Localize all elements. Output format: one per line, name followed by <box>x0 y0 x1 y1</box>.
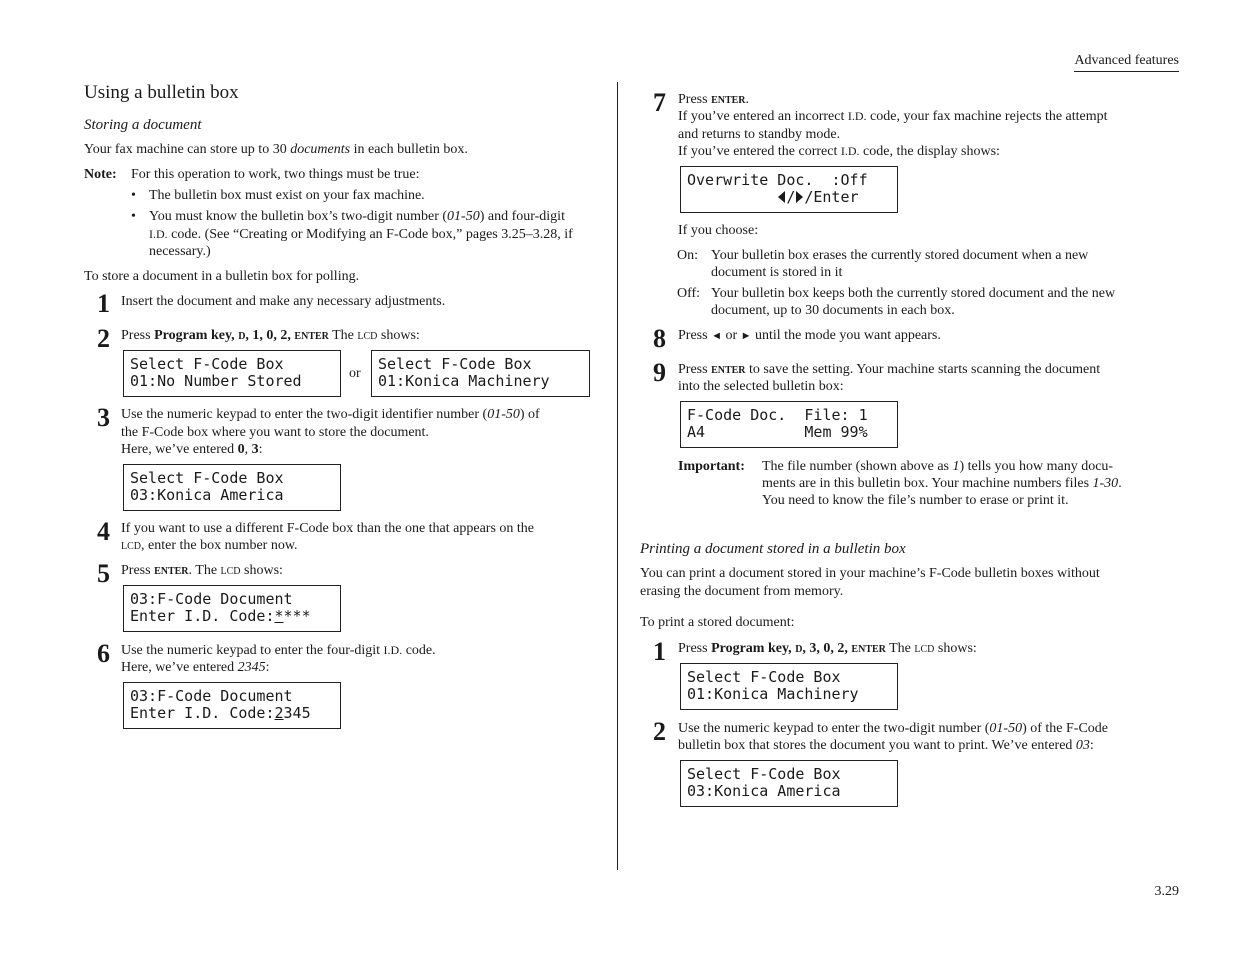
step-text: Use the numeric keypad to enter the four-digit I.D. code. <box>121 643 436 658</box>
step-text: and returns to standby mode. <box>678 127 841 142</box>
lcd-display: Select F-Code Box 01:Konica Machinery <box>680 663 898 710</box>
step-text: bulletin box that stores the document you want to print. We’ve entered 03: <box>678 738 1094 753</box>
step-number: 6 <box>97 639 110 668</box>
step-text: If you’ve entered the correct I.D. code, the display shows: <box>678 144 1000 159</box>
step-text: Press Program key, d, 3, 0, 2, enter The lcd shows: <box>678 641 977 656</box>
or-label: or <box>349 366 361 381</box>
note-bullet: • <box>131 188 136 203</box>
step-number: 5 <box>97 559 110 588</box>
lcd-display: 03:F-Code Document Enter I.D. Code:2345 <box>123 682 341 729</box>
left-arrow-icon: ◄ <box>711 330 722 342</box>
option-label: Off: <box>677 286 701 301</box>
note-bullet: • <box>131 209 136 224</box>
step-text: Press enter. The lcd shows: <box>121 563 283 578</box>
important-text: ments are in this bulletin box. Your machine numbers files 1-30. <box>762 476 1122 491</box>
step-text: Press enter. <box>678 92 750 107</box>
step-number: 2 <box>653 717 666 746</box>
note-bullet-text: necessary.) <box>149 244 211 259</box>
print-paragraph: erasing the document from memory. <box>640 584 844 599</box>
step-text: Press enter to save the setting. Your machine starts scanning the document <box>678 362 1101 377</box>
step-text: Press ◄ or ► until the mode you want appears. <box>678 328 941 343</box>
lcd-display: F-Code Doc. File: 1 A4 Mem 99% <box>680 401 898 448</box>
right-arrow-icon <box>796 191 803 203</box>
step-number: 2 <box>97 324 110 353</box>
option-label: On: <box>677 248 698 263</box>
step-text: the F-Code box where you want to store the document. <box>121 425 429 440</box>
step-text: Press Program key, d, 1, 0, 2, enter The lcd shows: <box>121 328 420 343</box>
step-number: 1 <box>97 289 110 318</box>
note-label: Note: <box>84 167 117 182</box>
store-intro: To store a document in a bulletin box for polling. <box>84 269 360 284</box>
intro-paragraph: Your fax machine can store up to 30 documents in each bulletin box. <box>84 142 468 157</box>
lcd-display: Select F-Code Box 01:No Number Stored <box>123 350 341 397</box>
step-text: If you want to use a different F-Code box than the one that appears on the <box>121 521 535 536</box>
print-intro: To print a stored document: <box>640 615 795 630</box>
right-arrow-icon: ► <box>740 330 752 342</box>
section-title: Using a bulletin box <box>84 82 239 103</box>
note-bullet-text: You must know the bulletin box’s two-digit number (01-50) and four-digit <box>149 209 565 224</box>
step-text: Use the numeric keypad to enter the two-digit identifier number (01-50) of <box>121 407 540 422</box>
step-number: 4 <box>97 517 110 546</box>
step-text: lcd, enter the box number now. <box>121 538 298 553</box>
step-text: into the selected bulletin box: <box>678 379 844 394</box>
left-arrow-icon <box>778 191 785 203</box>
important-text: The file number (shown above as 1) tells you how many docu- <box>762 459 1114 474</box>
print-paragraph: You can print a document stored in your machine’s F-Code bulletin boxes without <box>640 566 1100 581</box>
step-text: Here, we’ve entered 0, 3: <box>121 442 263 457</box>
note-bullet-text: I.D. code. (See “Creating or Modifying an F-Code box,” pages 3.25–3.28, if <box>149 227 573 242</box>
important-label: Important: <box>678 459 745 474</box>
step-number: 9 <box>653 358 666 387</box>
subsection-title: Storing a document <box>84 117 202 133</box>
lcd-display: Overwrite Doc. :Off / /Enter <box>680 166 898 213</box>
option-text: Your bulletin box keeps both the currently stored document and the new <box>711 286 1116 301</box>
step-text: Insert the document and make any necessary adjustments. <box>121 294 446 309</box>
lcd-display: Select F-Code Box 03:Konica America <box>123 464 341 511</box>
note-bullet-text: The bulletin box must exist on your fax machine. <box>149 188 425 203</box>
option-text: document is stored in it <box>711 265 843 280</box>
step-number: 8 <box>653 324 666 353</box>
lcd-display: 03:F-Code Document Enter I.D. Code:**** <box>123 585 341 632</box>
option-text: document, up to 30 documents in each box. <box>711 303 955 318</box>
choose-label: If you choose: <box>678 223 759 238</box>
step-number: 1 <box>653 637 666 666</box>
important-text: You need to know the file’s number to erase or print it. <box>762 493 1069 508</box>
step-number: 7 <box>653 88 666 117</box>
lcd-display: Select F-Code Box 03:Konica America <box>680 760 898 807</box>
running-header: Advanced features <box>1074 53 1179 72</box>
lcd-display: Select F-Code Box 01:Konica Machinery <box>371 350 590 397</box>
step-text: Here, we’ve entered 2345: <box>121 660 270 675</box>
step-text: If you’ve entered an incorrect I.D. code, your fax machine rejects the attempt <box>678 109 1108 124</box>
page-number: 3.29 <box>1154 884 1179 899</box>
column-divider <box>617 82 618 870</box>
step-text: Use the numeric keypad to enter the two-digit number (01-50) of the F-Code <box>678 721 1109 736</box>
option-text: Your bulletin box erases the currently stored document when a new <box>711 248 1089 263</box>
subsection-title: Printing a document stored in a bulletin box <box>640 541 906 557</box>
note-text: For this operation to work, two things must be true: <box>131 167 420 182</box>
step-number: 3 <box>97 403 110 432</box>
